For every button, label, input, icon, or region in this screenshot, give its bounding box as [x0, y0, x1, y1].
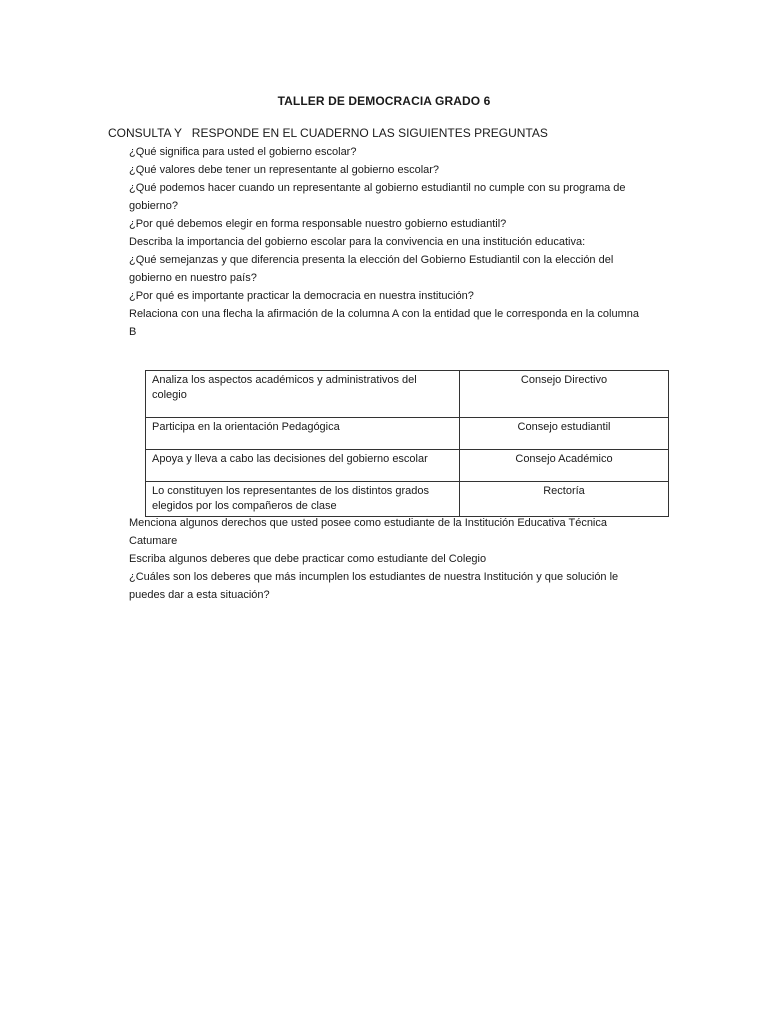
column-a-cell: Lo constituyen los representantes de los distintos grados elegidos por los compañeros de clase: [146, 482, 460, 517]
question-item: Describa la importancia del gobierno escolar para la convivencia en una institución educativa:: [129, 236, 586, 248]
question-item: Menciona algunos derechos que usted posee como estudiante de la Institución Educativa Técnica Catumare: [129, 517, 607, 547]
question-item: ¿Por qué es importante practicar la democracia en nuestra institución?: [129, 290, 474, 302]
column-b-cell: Consejo estudiantil: [460, 418, 669, 450]
follow-up-question-list: [129, 514, 649, 604]
table-row: [146, 371, 669, 418]
question-item: ¿Qué valores debe tener un representante al gobierno escolar?: [129, 164, 440, 176]
table-row: [146, 450, 669, 482]
column-a-cell: Analiza los aspectos académicos y administrativos del colegio: [146, 371, 460, 418]
question-item: ¿Cuáles son los deberes que más incumplen los estudiantes de nuestra Institución y que solución le puedes dar a esta situación?: [129, 571, 619, 601]
question-item: Relaciona con una flecha la afirmación de la columna A con la entidad que le corresponda en la columna B: [129, 308, 639, 338]
column-b-cell: Consejo Académico: [460, 450, 669, 482]
question-item: ¿Qué semejanzas y que diferencia presenta la elección del Gobierno Estudiantil con la elección del gobierno en nuestro país?: [129, 254, 614, 284]
table-row: [146, 482, 669, 517]
document-title: TALLER DE DEMOCRACIA GRADO 6: [277, 94, 491, 108]
question-item: ¿Por qué debemos elegir en forma responsable nuestro gobierno estudiantil?: [129, 218, 507, 230]
column-b-cell: Rectoría: [460, 482, 669, 517]
column-b-cell: Consejo Directivo: [460, 371, 669, 418]
column-a-cell: Apoya y lleva a cabo las decisiones del gobierno escolar: [146, 450, 460, 482]
matching-table: [145, 370, 669, 517]
question-item: Escriba algunos deberes que debe practicar como estudiante del Colegio: [129, 553, 487, 565]
table-row: [146, 418, 669, 450]
instructions-heading: CONSULTA Y RESPONDE EN EL CUADERNO LAS SIGUIENTES PREGUNTAS: [108, 126, 548, 140]
question-item: ¿Qué significa para usted el gobierno escolar?: [129, 146, 357, 158]
question-list: [129, 143, 649, 341]
column-a-cell: Participa en la orientación Pedagógica: [146, 418, 460, 450]
question-item: ¿Qué podemos hacer cuando un representante al gobierno estudiantil no cumple con su programa de gobierno?: [129, 182, 626, 212]
